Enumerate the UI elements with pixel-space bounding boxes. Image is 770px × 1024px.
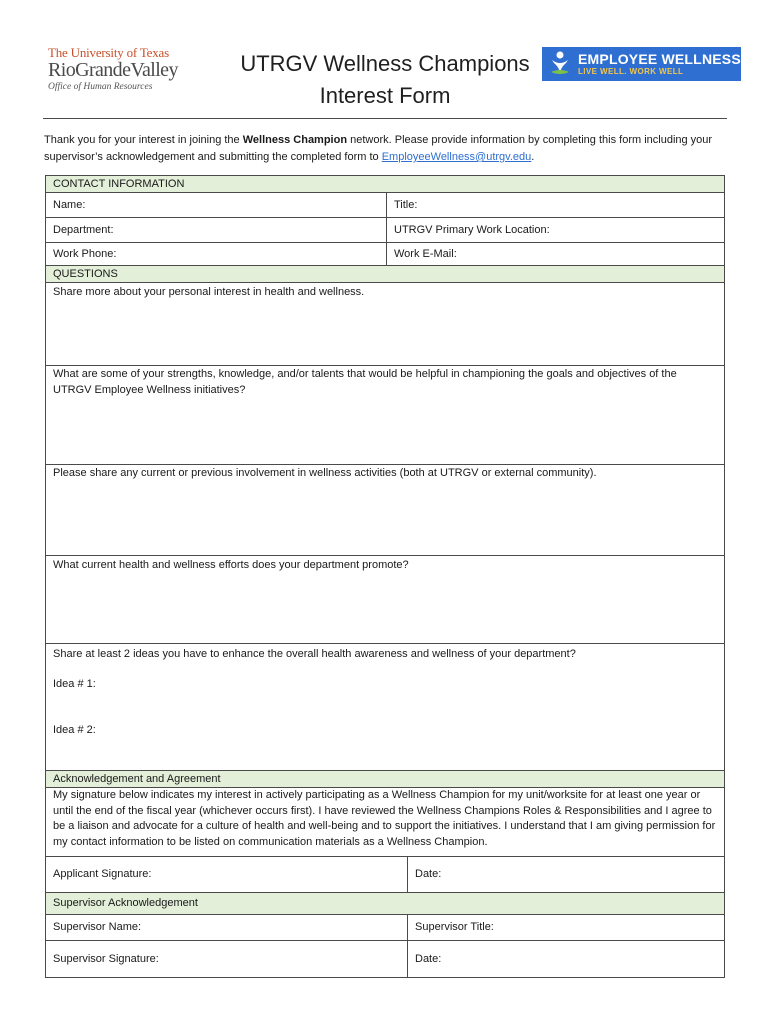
intro-text-1: Thank you for your interest in joining the [44, 134, 243, 146]
question-4-text: What current health and wellness efforts does your department promote? [53, 559, 409, 571]
intro-text-2: network. Please provide information by completing this form including your supervisor’s acknowledgement and submitting the completed form to [44, 134, 713, 163]
page-title [220, 48, 550, 112]
supervisor-row-1 [46, 915, 724, 941]
work-location-field[interactable]: UTRGV Primary Work Location: [386, 218, 724, 242]
title-line-1: UTRGV Wellness Champions [240, 51, 530, 76]
supervisor-title-field[interactable]: Supervisor Title: [407, 915, 724, 940]
question-1-text: Share more about your personal interest in health and wellness. [53, 286, 365, 298]
contact-row-2 [46, 218, 724, 243]
applicant-signature-field[interactable]: Applicant Signature: [53, 868, 152, 880]
question-2[interactable] [46, 366, 724, 465]
title-line-2: Interest Form [319, 83, 451, 108]
question-3[interactable] [46, 465, 724, 556]
question-2-text: What are some of your strengths, knowledge, and/or talents that would be helpful in championing the goals and objectives of the UTRGV Employee Wellness initiatives? [53, 368, 677, 396]
idea-1-label: Idea # 1: [53, 678, 96, 690]
supervisor-signature-field[interactable]: Supervisor Signature: [53, 953, 159, 965]
supervisor-name-field[interactable]: Supervisor Name: [53, 921, 142, 933]
badge-tagline: LIVE WELL. WORK WELL [578, 67, 684, 76]
work-phone-field[interactable]: Work Phone: [53, 248, 117, 260]
contact-row-1 [46, 193, 724, 218]
header-divider [43, 118, 727, 119]
utrgv-logo [48, 46, 198, 92]
contact-row-3 [46, 243, 724, 266]
section-contact-header: CONTACT INFORMATION [46, 176, 724, 193]
question-3-text: Please share any current or previous involvement in wellness activities (both at UTRGV or external community). [53, 467, 597, 479]
question-4[interactable] [46, 556, 724, 644]
applicant-row [46, 857, 724, 893]
department-field[interactable]: Department: [53, 224, 114, 236]
applicant-date-field[interactable]: Date: [407, 857, 724, 892]
intro-bold: Wellness Champion [242, 134, 348, 146]
section-questions-header: QUESTIONS [46, 266, 724, 283]
supervisor-row-2 [46, 941, 724, 977]
intro-paragraph [44, 132, 734, 166]
employee-wellness-badge [542, 47, 741, 81]
logo-line-3: Office of Human Resources [48, 82, 153, 92]
email-link[interactable]: EmployeeWellness@utrgv.edu [381, 151, 532, 163]
intro-text-3: . [531, 151, 535, 163]
question-5[interactable] [46, 644, 724, 771]
title-field[interactable]: Title: [386, 193, 724, 217]
logo-line-2: RioGrandeValley [48, 59, 178, 81]
idea-2-label: Idea # 2: [53, 724, 96, 736]
work-email-field[interactable]: Work E-Mail: [386, 243, 724, 265]
section-supervisor-header: Supervisor Acknowledgement [46, 893, 724, 915]
logo-line-1: The University of Texas [48, 45, 169, 60]
interest-form [45, 175, 725, 978]
question-5-text: Share at least 2 ideas you have to enhance the overall health awareness and wellness of your department? [53, 648, 576, 660]
wellness-figure-icon [548, 50, 572, 78]
name-field[interactable]: Name: [53, 199, 86, 211]
acknowledgement-text: My signature below indicates my interest in actively participating as a Wellness Champion for my unit/worksite for at least one year or until the end of the fiscal year (whichever occurs first). I have reviewed the Wellness Champions Roles & Responsibilities and I agree to be a liaison and advocate for a culture of health and well-being and to support the initiatives. I understand that I am giving permission for my contact information to be listed on communication materials as a Wellness Champion. [46, 788, 724, 857]
section-acknowledgement-header: Acknowledgement and Agreement [46, 771, 724, 788]
badge-title: EMPLOYEE WELLNESS [578, 51, 741, 67]
question-1[interactable] [46, 283, 724, 366]
supervisor-date-field[interactable]: Date: [407, 941, 724, 977]
